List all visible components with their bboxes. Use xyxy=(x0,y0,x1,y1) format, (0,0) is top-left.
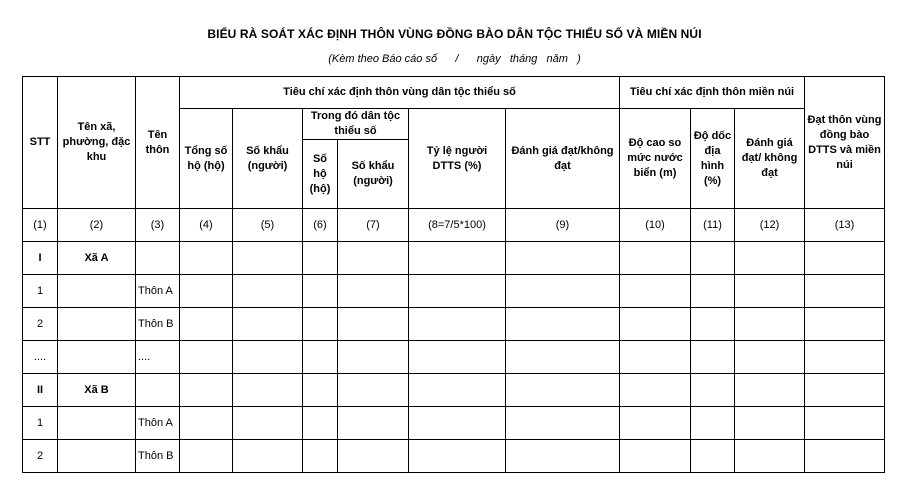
empty-cell xyxy=(691,374,735,407)
group-row xyxy=(23,374,885,407)
header-ten-xa: Tên xã, phường, đặc khu xyxy=(58,77,136,209)
empty-cell xyxy=(620,374,691,407)
column-number: (13) xyxy=(805,209,885,242)
empty-cell xyxy=(620,308,691,341)
empty-cell xyxy=(409,275,506,308)
empty-cell xyxy=(409,374,506,407)
stt-cell: 2 xyxy=(23,440,58,473)
empty-cell xyxy=(233,374,303,407)
header-trong-do-dtts: Trong đó dân tộc thiểu số xyxy=(303,109,409,140)
column-number: (5) xyxy=(233,209,303,242)
empty-cell xyxy=(233,308,303,341)
column-number: (1) xyxy=(23,209,58,242)
column-number: (4) xyxy=(180,209,233,242)
empty-cell xyxy=(303,275,338,308)
xa-cell: Xã B xyxy=(58,374,136,407)
empty-cell xyxy=(180,308,233,341)
header-so-khau: Số khẩu (người) xyxy=(233,109,303,209)
document-title: BIỂU RÀ SOÁT XÁC ĐỊNH THÔN VÙNG ĐỒNG BÀO DÂN TỘC THIỂU SỐ VÀ MIỀN NÚI xyxy=(207,27,702,41)
table-row xyxy=(23,275,885,308)
empty-cell xyxy=(805,374,885,407)
empty-cell xyxy=(233,275,303,308)
empty-cell xyxy=(691,440,735,473)
header-danh-gia-mn: Đánh giá đạt/ không đạt xyxy=(735,109,805,209)
empty-cell xyxy=(233,242,303,275)
xa-cell xyxy=(58,275,136,308)
header-group-dtts: Tiêu chí xác định thôn vùng dân tộc thiểu số xyxy=(180,77,620,109)
empty-cell xyxy=(691,308,735,341)
empty-cell xyxy=(233,440,303,473)
empty-cell xyxy=(180,242,233,275)
column-number: (10) xyxy=(620,209,691,242)
empty-cell xyxy=(735,407,805,440)
stt-cell: I xyxy=(23,242,58,275)
empty-cell xyxy=(805,308,885,341)
column-number: (11) xyxy=(691,209,735,242)
header-ten-thon: Tên thôn xyxy=(136,77,180,209)
empty-cell xyxy=(409,440,506,473)
header-ty-le: Tỷ lệ người DTTS (%) xyxy=(409,109,506,209)
empty-cell xyxy=(620,275,691,308)
header-danh-gia-dtts: Đánh giá đạt/không đạt xyxy=(506,109,620,209)
column-number-row xyxy=(23,209,885,242)
stt-cell: 1 xyxy=(23,407,58,440)
empty-cell xyxy=(180,341,233,374)
header-stt: STT xyxy=(23,77,58,209)
thon-cell: Thôn B xyxy=(136,440,180,473)
empty-cell xyxy=(180,275,233,308)
empty-cell xyxy=(303,440,338,473)
empty-cell xyxy=(338,407,409,440)
stt-cell: 1 xyxy=(23,275,58,308)
empty-cell xyxy=(620,440,691,473)
empty-cell xyxy=(409,242,506,275)
header-do-doc: Độ dốc địa hình (%) xyxy=(691,109,735,209)
table-row xyxy=(23,440,885,473)
empty-cell xyxy=(805,407,885,440)
empty-cell xyxy=(735,341,805,374)
empty-cell xyxy=(805,275,885,308)
column-number: (8=7/5*100) xyxy=(409,209,506,242)
column-number: (12) xyxy=(735,209,805,242)
header-so-khau-dtts: Số khẩu (người) xyxy=(338,140,409,209)
empty-cell xyxy=(735,275,805,308)
xa-cell xyxy=(58,440,136,473)
stt-cell: 2 xyxy=(23,308,58,341)
empty-cell xyxy=(180,374,233,407)
empty-cell xyxy=(735,242,805,275)
stt-cell: II xyxy=(23,374,58,407)
stt-cell: .... xyxy=(23,341,58,374)
empty-cell xyxy=(506,440,620,473)
empty-cell xyxy=(620,407,691,440)
empty-cell xyxy=(338,308,409,341)
thon-cell: Thôn A xyxy=(136,407,180,440)
empty-cell xyxy=(735,440,805,473)
empty-cell xyxy=(180,407,233,440)
thon-cell xyxy=(136,374,180,407)
header-group-mien-nui: Tiêu chí xác định thôn miền núi xyxy=(620,77,805,109)
thon-cell: Thôn B xyxy=(136,308,180,341)
thon-cell xyxy=(136,242,180,275)
empty-cell xyxy=(691,407,735,440)
column-number: (7) xyxy=(338,209,409,242)
empty-cell xyxy=(338,341,409,374)
document-subtitle: (Kèm theo Báo cáo số / ngày tháng năm ) xyxy=(328,53,581,65)
empty-cell xyxy=(506,308,620,341)
table-body xyxy=(23,209,885,473)
empty-cell xyxy=(506,242,620,275)
xa-cell xyxy=(58,308,136,341)
empty-cell xyxy=(506,341,620,374)
empty-cell xyxy=(805,440,885,473)
empty-cell xyxy=(303,374,338,407)
xa-cell xyxy=(58,407,136,440)
empty-cell xyxy=(233,407,303,440)
empty-cell xyxy=(303,242,338,275)
empty-cell xyxy=(303,407,338,440)
thon-cell: Thôn A xyxy=(136,275,180,308)
empty-cell xyxy=(805,341,885,374)
empty-cell xyxy=(620,341,691,374)
empty-cell xyxy=(409,341,506,374)
column-number: (9) xyxy=(506,209,620,242)
empty-cell xyxy=(338,374,409,407)
empty-cell xyxy=(338,242,409,275)
empty-cell xyxy=(805,242,885,275)
empty-cell xyxy=(338,275,409,308)
column-number: (6) xyxy=(303,209,338,242)
empty-cell xyxy=(691,341,735,374)
empty-cell xyxy=(233,341,303,374)
xa-cell: Xã A xyxy=(58,242,136,275)
table-row xyxy=(23,407,885,440)
empty-cell xyxy=(303,308,338,341)
header-do-cao: Độ cao so mức nước biển (m) xyxy=(620,109,691,209)
empty-cell xyxy=(691,275,735,308)
empty-cell xyxy=(303,341,338,374)
table-header xyxy=(23,77,885,209)
empty-cell xyxy=(180,440,233,473)
empty-cell xyxy=(506,374,620,407)
empty-cell xyxy=(620,242,691,275)
header-dat-thon: Đạt thôn vùng đồng bào DTTS và miền núi xyxy=(805,77,885,209)
column-number: (3) xyxy=(136,209,180,242)
header-tong-so-ho: Tổng số hộ (hộ) xyxy=(180,109,233,209)
header-so-ho-dtts: Số hộ (hộ) xyxy=(303,140,338,209)
empty-cell xyxy=(409,308,506,341)
table-row xyxy=(23,308,885,341)
empty-cell xyxy=(409,407,506,440)
review-table xyxy=(22,76,885,473)
empty-cell xyxy=(735,374,805,407)
column-number: (2) xyxy=(58,209,136,242)
table-row xyxy=(23,341,885,374)
xa-cell xyxy=(58,341,136,374)
empty-cell xyxy=(506,275,620,308)
empty-cell xyxy=(506,407,620,440)
empty-cell xyxy=(735,308,805,341)
empty-cell xyxy=(338,440,409,473)
group-row xyxy=(23,242,885,275)
thon-cell: .... xyxy=(136,341,180,374)
empty-cell xyxy=(691,242,735,275)
